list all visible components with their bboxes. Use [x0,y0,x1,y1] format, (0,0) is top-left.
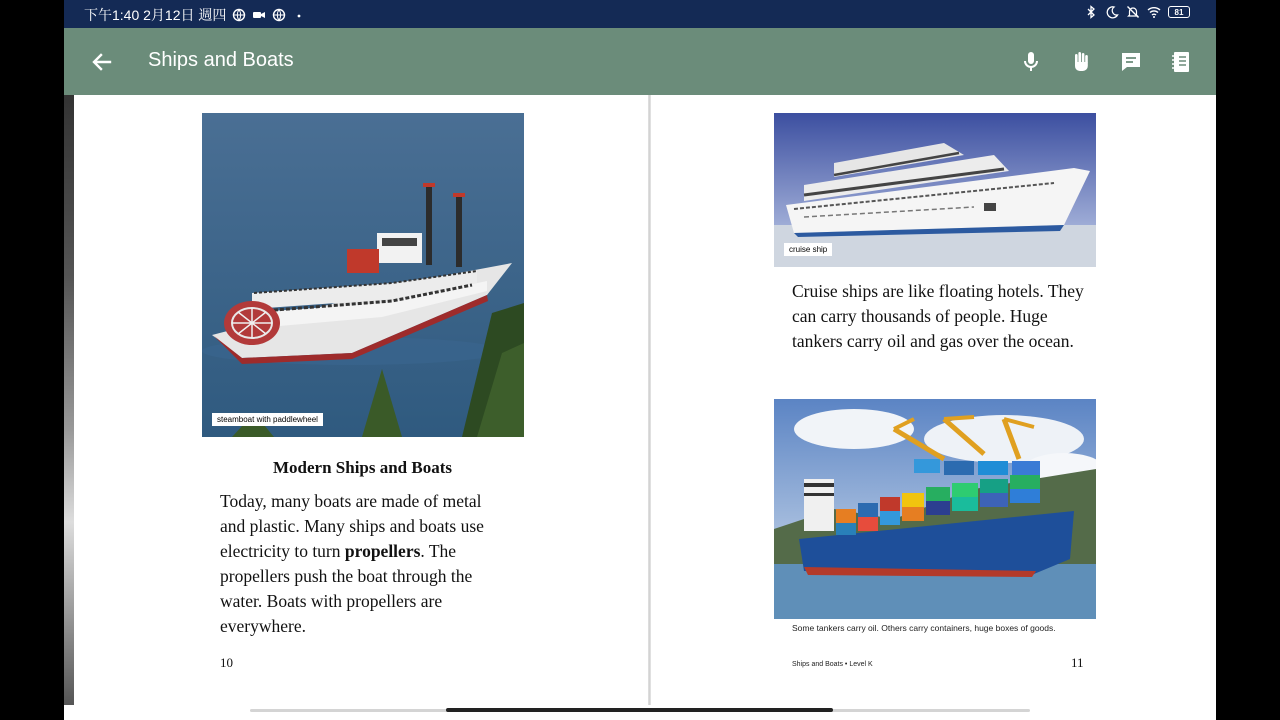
left-text-part-1: Today, many boats are made of metal and plastic. Many ships and boats use electricity to turn [220,491,484,561]
book-spread [64,95,1216,720]
status-time: 下午1:40 2月12日 週四 [84,7,227,23]
notebook-icon [1169,50,1193,74]
notebook-button[interactable] [1167,48,1195,76]
bell-off-icon [1126,5,1140,19]
container-ship-photo [774,399,1096,619]
microphone-button[interactable] [1017,48,1045,76]
app-bar [64,28,1216,95]
moon-icon [1105,5,1119,19]
comment-button[interactable] [1117,48,1145,76]
bluetooth-icon [1084,5,1098,19]
page-gutter [648,95,651,705]
page-number-left: 10 [220,655,233,670]
page-edge-shadow [64,95,74,705]
photo-caption: steamboat with paddlewheel [212,413,323,426]
page-scrollbar[interactable] [250,709,1030,712]
microphone-icon [1019,50,1043,74]
photo-caption: cruise ship [784,243,832,256]
arrow-left-icon [88,48,116,76]
status-bar [64,0,1216,28]
photo-caption: Some tankers carry oil. Others carry containers, huge boxes of goods. [792,623,1056,633]
page-title: Ships and Boats [148,49,294,71]
battery-icon: 81 [1168,6,1190,18]
back-button[interactable] [88,48,116,76]
video-camera-icon [252,8,266,22]
page-scrollbar-thumb[interactable] [446,708,833,712]
section-heading: Modern Ships and Boats [272,458,453,477]
raise-hand-button[interactable] [1067,48,1095,76]
steamboat-photo [202,113,524,437]
page-number-right: 11 [1071,655,1084,670]
comment-icon [1119,50,1143,74]
vocab-word-propellers[interactable]: propellers [344,541,421,561]
app-window [64,0,1216,720]
wifi-icon [1147,5,1161,19]
hand-raise-icon [1069,50,1093,74]
left-page-text [220,489,510,639]
globe-icon [272,8,286,22]
dot-icon [292,8,306,22]
cruise-ship-photo [774,113,1096,267]
left-text-part-2: . The propellers push the boat through the water. Boats with propellers are everywhere. [220,541,473,636]
globe-icon [232,8,246,22]
book-footer: Ships and Boats • Level K [792,661,873,668]
right-page-text: Cruise ships are like floating hotels. They can carry thousands of people. Huge tankers carry oil and gas over the ocean. [792,281,1084,351]
